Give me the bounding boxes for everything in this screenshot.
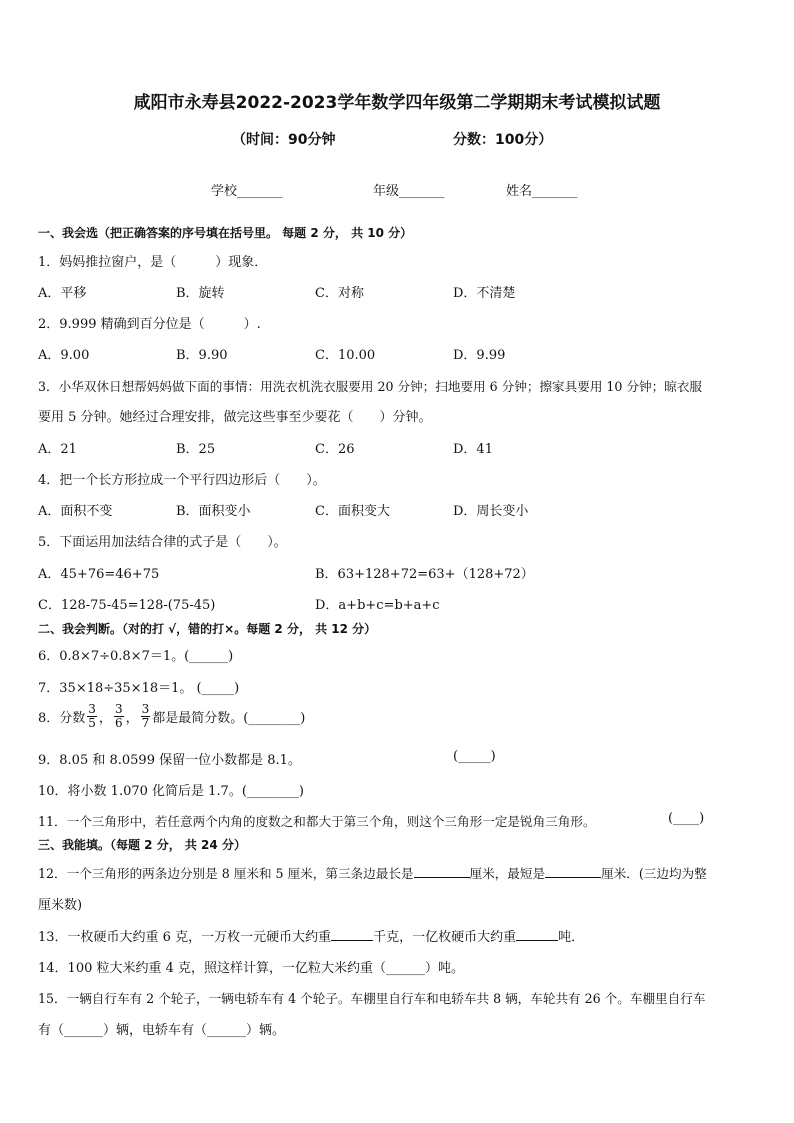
question-10: 10．将小数 1.070 化简后是 1.7。(________) [38, 784, 304, 799]
q5-option-b: B．63+128+72=63+（128+72） [315, 567, 534, 582]
q8-fraction-3 [141, 703, 151, 730]
q8-f1-numerator: 3 [88, 702, 96, 716]
q2-option-b: B．9.90 [176, 348, 228, 363]
q12-text-c: 厘米．(三边均为整 [601, 866, 707, 881]
q2-option-a: A．9.00 [38, 348, 90, 363]
question-6: 6．0.8×7÷0.8×7＝1。(______) [38, 649, 234, 664]
q13-blank-1 [331, 928, 373, 941]
question-2: 2．9.999 精确到百分位是（ ）. [38, 317, 261, 332]
q8-fraction-1 [87, 703, 97, 730]
q12-blank-2 [545, 865, 601, 878]
q13-text-a: 13．一枚硬币大约重 6 克，一万枚一元硬币大约重 [38, 930, 332, 945]
q4-option-c: C．面积变大 [315, 504, 390, 519]
q12-text-b: 厘米，最短是 [469, 866, 546, 881]
q8-f3-denominator: 7 [141, 716, 150, 730]
q4-option-d: D．周长变小 [453, 504, 529, 519]
q8-sep-2: ， [125, 711, 139, 726]
question-14: 14．100 粒大米约重 4 克，照这样计算，一亿粒大米约重（______）吨。 [38, 961, 465, 976]
section3-heading: 三、我能填。（每题 2 分， 共 24 分） [38, 838, 246, 852]
q2-option-d: D．9.99 [453, 348, 506, 363]
q3-option-a: A．21 [38, 442, 77, 457]
q5-option-d: D．a+b+c=b+a+c [315, 598, 440, 613]
q12-blank-1 [414, 865, 470, 878]
q8-f3-numerator: 3 [141, 702, 150, 716]
question-11: 11．一个三角形中，若任意两个内角的度数之和都大于第三个角，则这个三角形一定是锐角三角形。 [38, 814, 596, 829]
question-12-line1 [38, 863, 707, 882]
q8-f1-denominator: 5 [88, 716, 96, 730]
q5-option-c: C．128-75-45=128-(75-45) [38, 598, 216, 613]
question-12-line2: 厘米数) [38, 898, 83, 913]
exam-title: 咸阳市永寿县2022-2023学年数学四年级第二学期期末考试模拟试题 [133, 93, 661, 113]
question-8 [38, 703, 305, 730]
q5-option-a: A．45+76=46+75 [38, 567, 160, 582]
q4-option-b: B．面积变小 [176, 504, 251, 519]
q11-answer-blank: (____) [668, 811, 705, 826]
q9-answer-blank: (_____) [453, 749, 496, 764]
question-7: 7．35×18÷35×18＝1。 (_____) [38, 681, 240, 696]
question-4: 4．把一个长方形拉成一个平行四边形后（ ）。 [38, 473, 326, 488]
q1-option-a: A．平移 [38, 286, 87, 301]
question-9: 9．8.05 和 8.0599 保留一位小数都是 8.1。 [38, 753, 301, 768]
q13-text-c: 吨． [558, 930, 585, 945]
q3-option-b: B．25 [176, 442, 216, 457]
q8-suffix: 都是最简分数。(________) [152, 711, 306, 726]
q4-option-a: A．面积不变 [38, 504, 113, 519]
q8-f2-numerator: 3 [114, 702, 123, 716]
question-3-line1: 3．小华双休日想帮妈妈做下面的事情：用洗衣机洗衣服要用 20 分钟；扫地要用 6 分钟；擦家具要用 10 分钟；晾衣服 [38, 379, 703, 394]
name-field: 姓名_______ [506, 184, 578, 199]
q12-text-a: 12．一个三角形的两条边分别是 8 厘米和 5 厘米，第三条边最长是 [38, 866, 414, 881]
exam-score: 分数：100分） [453, 132, 553, 148]
question-15-line2: 有（______）辆，电轿车有（______）辆。 [38, 1023, 286, 1038]
q13-text-b: 千克，一亿枚硬币大约重 [373, 930, 517, 945]
q1-option-d: D．不清楚 [453, 286, 516, 301]
q8-fraction-2 [114, 703, 124, 730]
grade-field: 年级_______ [373, 184, 445, 199]
question-5: 5．下面运用加法结合律的式子是（ ）。 [38, 535, 287, 550]
question-15-line1: 15．一辆自行车有 2 个轮子，一辆电轿车有 4 个轮子。车棚里自行车和电轿车共 8 辆，车轮共有 26 个。车棚里自行车 [38, 991, 706, 1006]
q3-option-c: C．26 [315, 442, 355, 457]
school-field: 学校_______ [211, 184, 283, 199]
q8-sep-1: ， [98, 711, 112, 726]
question-13 [38, 926, 584, 945]
question-1: 1．妈妈推拉窗户，是（ ）现象． [38, 255, 268, 270]
section1-heading: 一、我会选（把正确答案的序号填在括号里。 每题 2 分， 共 10 分） [38, 226, 413, 240]
q8-prefix: 8．分数 [38, 711, 86, 726]
q3-option-d: D．41 [453, 442, 493, 457]
q2-option-c: C．10.00 [315, 348, 376, 363]
q1-option-c: C．对称 [315, 286, 364, 301]
q1-option-b: B．旋转 [176, 286, 225, 301]
q13-blank-2 [516, 928, 558, 941]
section2-heading: 二、我会判断。（对的打 √，错的打×。每题 2 分， 共 12 分） [38, 622, 377, 636]
exam-time: （时间：90分钟 [232, 132, 336, 148]
question-3-line2: 要用 5 分钟。她经过合理安排，做完这些事至少要花（ ）分钟。 [38, 410, 432, 425]
q8-f2-denominator: 6 [114, 716, 123, 730]
